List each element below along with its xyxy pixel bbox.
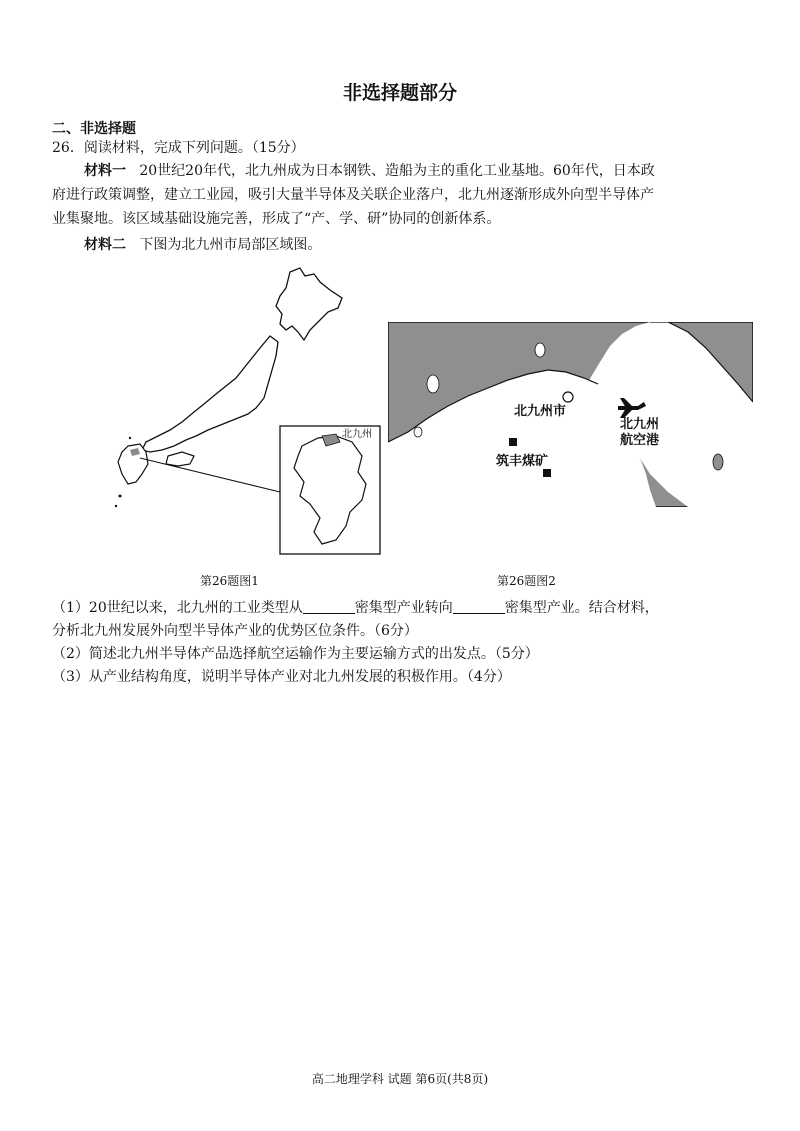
honshu-outline <box>142 336 278 452</box>
material1-line3: 业集聚地。该区域基础设施完善，形成了“产、学、研”协同的创新体系。 <box>52 211 501 227</box>
material1-text-1: 20世纪20年代，北九州成为日本钢铁、造船为主的重化工业基地。60年代，日本政 <box>139 163 655 179</box>
subquestion-2: （2）简述北九州半导体产品选择航空运输作为主要运输方式的出发点。（5分） <box>52 646 539 662</box>
inset-pointer-line <box>140 458 280 492</box>
blank-2[interactable] <box>453 599 505 614</box>
inset-label: 北九州 <box>342 429 372 440</box>
page-footer: 高二地理学科 试题 第6页(共8页) <box>311 1072 489 1086</box>
material1-label: 材料一 <box>84 163 126 179</box>
figure2-caption: 第26题图2 <box>497 574 556 588</box>
page-title: 非选择题部分 <box>342 82 457 104</box>
section-heading: 二、非选择题 <box>52 121 136 137</box>
subquestion-3: （3）从产业结构角度，说明半导体产业对北九州发展的积极作用。（4分） <box>52 669 511 685</box>
question-stem: 26．阅读材料，完成下列问题。（15分） <box>52 140 305 156</box>
coal-mine-label: 筑丰煤矿 <box>496 454 549 469</box>
q1-part1: （1）20世纪以来，北九州的工业类型从 <box>52 600 303 616</box>
coal-mine-marker-2 <box>543 469 551 477</box>
material1-line2: 府进行政策调整，建立工业园，吸引大量半导体及关联企业落户，北九州逐渐形成外向型半导体产 <box>52 187 654 203</box>
city-label: 北九州市 <box>514 404 567 419</box>
figure1-caption: 第26题图1 <box>200 574 259 588</box>
figure2-kitakyushu-map <box>388 322 753 507</box>
blank-1[interactable] <box>303 599 355 614</box>
airport-label-line1: 北九州 <box>620 417 660 432</box>
subquestion-1-line2: 分析北九州发展外向型半导体产业的优势区位条件。（6分） <box>52 623 418 639</box>
coal-mine-marker-1 <box>509 438 517 446</box>
material1-line1 <box>84 160 655 182</box>
subquestion-1-line1 <box>52 597 659 619</box>
city-marker <box>563 392 573 402</box>
material2-text: 下图为北九州市局部区域图。 <box>139 237 322 253</box>
hokkaido-outline <box>276 268 342 340</box>
shikoku-outline <box>166 452 194 466</box>
figure1-japan-map <box>100 260 390 560</box>
airport-label-line2: 航空港 <box>620 433 660 448</box>
material2-label: 材料二 <box>84 237 126 253</box>
material2-line <box>84 234 321 256</box>
q1-part3: 密集型产业。结合材料， <box>504 600 659 616</box>
q1-part2: 密集型产业转向 <box>354 600 453 616</box>
